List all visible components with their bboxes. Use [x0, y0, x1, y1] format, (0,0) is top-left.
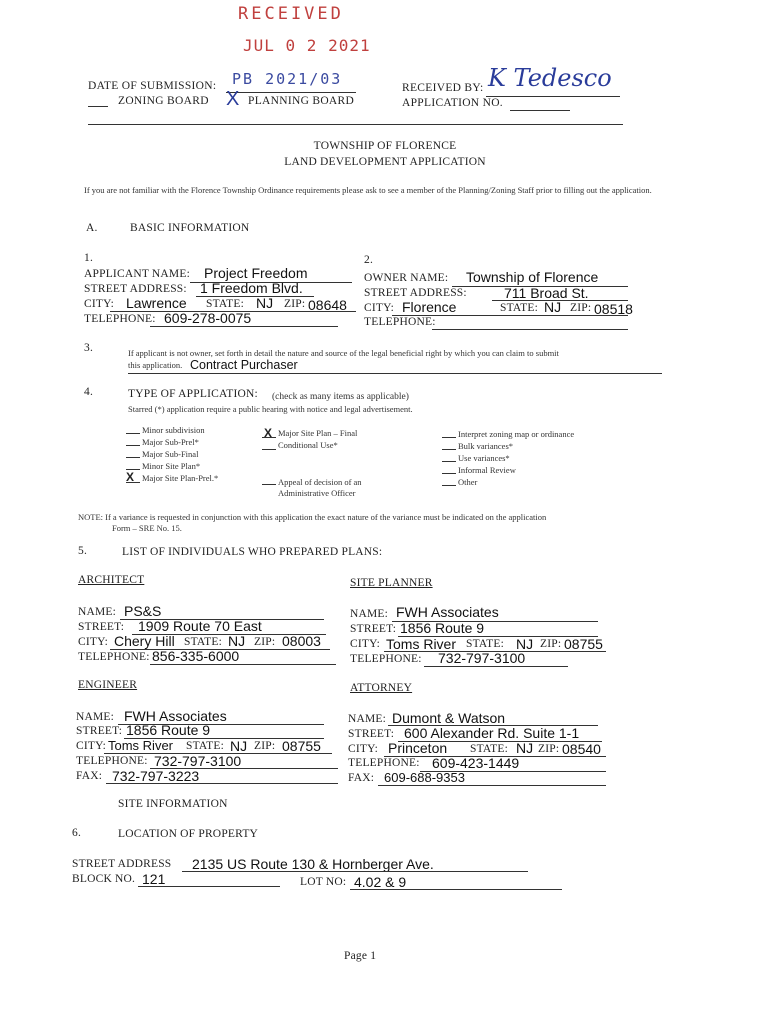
- engineer-name-label: NAME:: [76, 711, 115, 723]
- section-a-letter: A.: [86, 222, 98, 234]
- architect-state-label: STATE:: [184, 636, 222, 648]
- applicant-street-label: STREET ADDRESS:: [84, 283, 187, 295]
- type-major-site-plan-final: Major Site Plan – Final: [278, 428, 358, 438]
- engineer-zip-label: ZIP:: [254, 740, 276, 752]
- attorney-fax-label: FAX:: [348, 772, 375, 784]
- site-information-title: SITE INFORMATION: [118, 798, 228, 810]
- attorney-state: NJ: [516, 740, 534, 756]
- site-planner-street: 1856 Route 9: [400, 620, 485, 636]
- owner-city-label: CITY:: [364, 302, 394, 314]
- item4-note-line1: NOTE: If a variance is requested in conjunction with this application the exact nature of the variance must be indicated on the application: [78, 512, 547, 522]
- architect-phone: 856-335-6000: [152, 648, 240, 664]
- item6-num: 6.: [72, 827, 82, 839]
- owner-city: Florence: [402, 299, 457, 315]
- lot-no: 4.02 & 9: [354, 874, 407, 890]
- engineer-name: FWH Associates: [124, 708, 227, 724]
- owner-state-label: STATE:: [500, 302, 538, 314]
- owner-num: 2.: [364, 254, 374, 266]
- attorney-state-label: STATE:: [470, 743, 508, 755]
- site-planner-heading: SITE PLANNER: [350, 577, 433, 589]
- type-major-site-plan-final-mark: X: [264, 426, 273, 440]
- received-date-stamp: JUL 0 2 2021: [243, 36, 371, 55]
- engineer-phone-label: TELEPHONE:: [76, 755, 148, 767]
- applicant-street: 1 Freedom Blvd.: [200, 280, 303, 296]
- application-no-label: APPLICATION NO.: [402, 97, 503, 109]
- applicant-num: 1.: [84, 252, 94, 264]
- owner-street: 711 Broad St.: [504, 285, 589, 301]
- site-planner-name-label: NAME:: [350, 608, 389, 620]
- engineer-fax-label: FAX:: [76, 770, 103, 782]
- attorney-street: 600 Alexander Rd. Suite 1-1: [404, 725, 580, 741]
- engineer-phone: 732-797-3100: [154, 753, 242, 769]
- owner-state: NJ: [544, 299, 562, 315]
- planning-board-checkmark: X: [226, 88, 240, 110]
- applicant-city-label: CITY:: [84, 298, 114, 310]
- date-of-submission-value: PB 2021/03: [232, 70, 343, 88]
- applicant-zip: 08648: [308, 297, 347, 313]
- applicant-state: NJ: [256, 295, 274, 311]
- item6-title: LOCATION OF PROPERTY: [118, 828, 259, 840]
- owner-zip: 08518: [594, 301, 633, 317]
- applicant-phone: 609-278-0075: [164, 310, 252, 326]
- received-by-signature: K Tedesco: [488, 64, 612, 92]
- applicant-name: Project Freedom: [204, 265, 308, 281]
- engineer-street-label: STREET:: [76, 725, 123, 737]
- engineer-fax: 732-797-3223: [112, 768, 200, 784]
- engineer-zip: 08755: [282, 738, 321, 754]
- site-planner-zip: 08755: [564, 636, 603, 652]
- site-planner-city: Toms River: [386, 636, 457, 652]
- architect-name: PS&S: [124, 603, 162, 619]
- site-planner-city-label: CITY:: [350, 638, 380, 650]
- architect-street: 1909 Route 70 East: [138, 618, 262, 634]
- architect-zip: 08003: [282, 633, 321, 649]
- attorney-phone-label: TELEPHONE:: [348, 757, 420, 769]
- owner-street-label: STREET ADDRESS:: [364, 287, 467, 299]
- type-informal-review: Informal Review: [458, 465, 516, 475]
- item4-num: 4.: [84, 386, 94, 398]
- section-a-title: BASIC INFORMATION: [130, 222, 250, 234]
- architect-heading: ARCHITECT: [78, 574, 145, 586]
- township-title: TOWNSHIP OF FLORENCE: [313, 140, 457, 152]
- type-major-site-plan-prel-mark: X: [126, 470, 135, 484]
- architect-name-label: NAME:: [78, 606, 117, 618]
- applicant-state-label: STATE:: [206, 298, 244, 310]
- date-of-submission-label: DATE OF SUBMISSION:: [88, 80, 217, 92]
- type-major-sub-prel: Major Sub-Prel*: [142, 437, 199, 447]
- architect-street-label: STREET:: [78, 621, 125, 633]
- attorney-heading: ATTORNEY: [350, 682, 413, 694]
- property-street: 2135 US Route 130 & Hornberger Ave.: [192, 856, 434, 872]
- owner-phone-label: TELEPHONE:: [364, 316, 436, 328]
- item4-note-line2: Form – SRE No. 15.: [112, 523, 182, 533]
- received-stamp: RECEIVED: [238, 4, 344, 24]
- type-appeal-line2: Administrative Officer: [278, 488, 356, 498]
- architect-phone-label: TELEPHONE:: [78, 651, 150, 663]
- property-street-label: STREET ADDRESS: [72, 858, 172, 870]
- type-major-site-plan-prel: Major Site Plan-Prel.*: [142, 473, 219, 483]
- attorney-name: Dumont & Watson: [392, 710, 506, 726]
- type-conditional-use: Conditional Use*: [278, 440, 338, 450]
- item5-num: 5.: [78, 545, 88, 557]
- attorney-zip-label: ZIP:: [538, 743, 560, 755]
- architect-city-label: CITY:: [78, 636, 108, 648]
- attorney-street-label: STREET:: [348, 728, 395, 740]
- engineer-city-label: CITY:: [76, 740, 106, 752]
- site-planner-street-label: STREET:: [350, 623, 397, 635]
- architect-state: NJ: [228, 633, 246, 649]
- site-planner-zip-label: ZIP:: [540, 638, 562, 650]
- engineer-state: NJ: [230, 738, 248, 754]
- type-appeal-line1: Appeal of decision of an: [278, 477, 362, 487]
- site-planner-phone: 732-797-3100: [438, 650, 526, 666]
- type-other: Other: [458, 477, 478, 487]
- site-planner-state-label: STATE:: [466, 638, 504, 650]
- type-minor-subdivision: Minor subdivision: [142, 425, 205, 435]
- item3-text-line1: If applicant is not owner, set forth in detail the nature and source of the legal beneficial right by which you can claim to submit: [128, 348, 559, 358]
- item3-answer: Contract Purchaser: [190, 358, 298, 372]
- engineer-state-label: STATE:: [186, 740, 224, 752]
- type-minor-site-plan: Minor Site Plan*: [142, 461, 201, 471]
- type-bulk-variances: Bulk variances*: [458, 441, 513, 451]
- engineer-city: Toms River: [108, 738, 174, 753]
- type-interpret-zoning: Interpret zoning map or ordinance: [458, 429, 575, 439]
- block-no: 121: [142, 871, 166, 887]
- item4-subtitle: Starred (*) application require a public hearing with notice and legal advertisement.: [128, 404, 413, 414]
- applicant-name-label: APPLICANT NAME:: [84, 268, 190, 280]
- block-no-label: BLOCK NO.: [72, 873, 136, 885]
- site-planner-phone-label: TELEPHONE:: [350, 653, 422, 665]
- applicant-phone-label: TELEPHONE:: [84, 313, 156, 325]
- attorney-name-label: NAME:: [348, 713, 387, 725]
- intro-note: If you are not familiar with the Florence Township Ordinance requirements please ask to see a member of the Planning/Zoning Staff prior to filling out the application.: [84, 185, 652, 195]
- architect-zip-label: ZIP:: [254, 636, 276, 648]
- engineer-heading: ENGINEER: [78, 679, 138, 691]
- type-major-sub-final: Major Sub-Final: [142, 449, 199, 459]
- received-by-label: RECEIVED BY:: [402, 82, 484, 94]
- item4-title: TYPE OF APPLICATION:: [128, 388, 258, 400]
- item5-title: LIST OF INDIVIDUALS WHO PREPARED PLANS:: [122, 546, 383, 558]
- attorney-city: Princeton: [388, 740, 448, 756]
- site-planner-state: NJ: [516, 636, 534, 652]
- site-planner-name: FWH Associates: [396, 604, 499, 620]
- lot-no-label: LOT NO:: [300, 876, 347, 888]
- type-use-variances: Use variances*: [458, 453, 510, 463]
- owner-name-label: OWNER NAME:: [364, 272, 449, 284]
- item3-num: 3.: [84, 342, 94, 354]
- attorney-fax: 609-688-9353: [384, 770, 465, 785]
- application-title: LAND DEVELOPMENT APPLICATION: [284, 156, 486, 168]
- attorney-zip: 08540: [562, 741, 601, 757]
- engineer-street: 1856 Route 9: [126, 722, 211, 738]
- attorney-phone: 609-423-1449: [432, 755, 520, 771]
- planning-board-label: PLANNING BOARD: [248, 95, 355, 107]
- item4-title-note: (check as many items as applicable): [272, 392, 409, 402]
- owner-zip-label: ZIP:: [570, 302, 592, 314]
- architect-city: Chery Hill: [114, 633, 175, 649]
- attorney-city-label: CITY:: [348, 743, 378, 755]
- owner-name: Township of Florence: [466, 269, 599, 285]
- zoning-board-label: ZONING BOARD: [118, 95, 209, 107]
- applicant-city: Lawrence: [126, 295, 187, 311]
- item3-text-line2: this application.: [128, 360, 183, 370]
- applicant-zip-label: ZIP:: [284, 298, 306, 310]
- page-number: Page 1: [344, 950, 377, 962]
